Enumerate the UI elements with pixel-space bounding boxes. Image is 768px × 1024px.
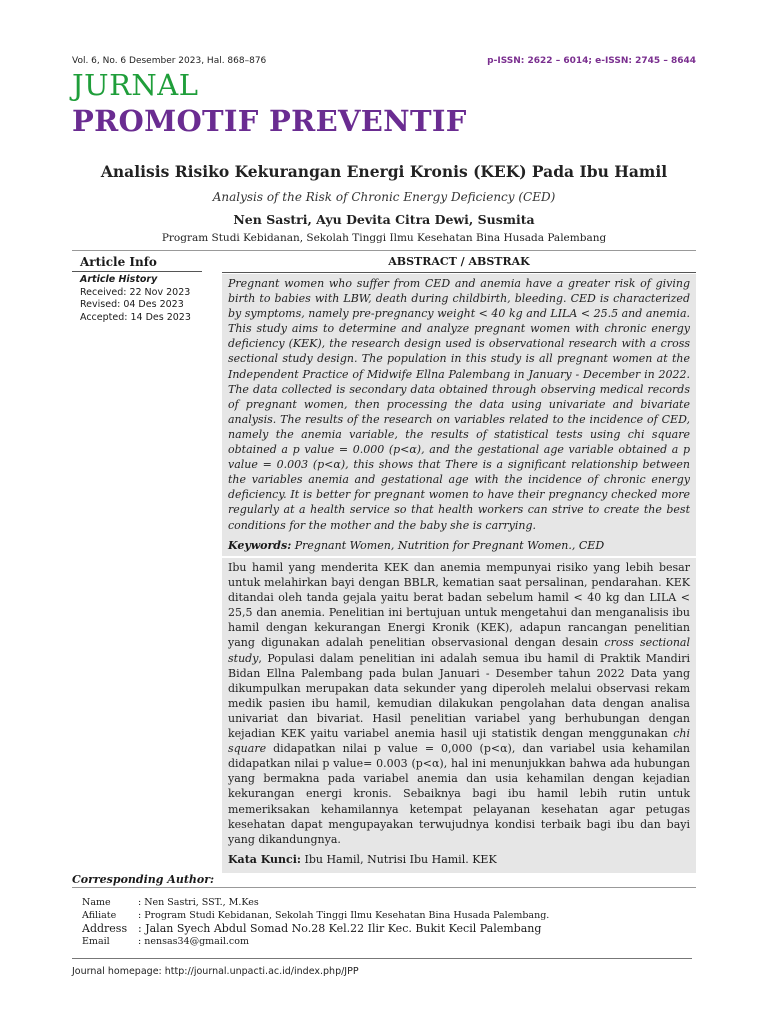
keywords-label: Keywords: [228, 538, 292, 552]
english-keywords [228, 539, 690, 552]
article-authors: Nen Sastri, Ayu Devita Citra Dewi, Susmita [233, 212, 535, 227]
indonesian-abstract-panel [222, 558, 696, 873]
abstrak-part-2: , Populasi dalam penelitian ini adalah semua ibu hamil di Praktik Mandiri Bidan Ellna Palembang pada bulan Januari - Desember tahun 2022 Data yang dikumpulkan merupakan data sekunder yang diperoleh melalui observasi rekam medik pasien ibu hamil, kemudian dilakukan pengolahan data dengan analisa univariat dan bivariat. Hasil penelitian variabel yang berhubungan dengan kejadian KEK yaitu variabel anemia hasil uji statistik dengan menggunakan [228, 651, 690, 741]
affiliation-label: Afiliate [82, 910, 117, 921]
corresponding-author-heading: Corresponding Author: [72, 873, 215, 886]
received-date: Received: 22 Nov 2023 [80, 286, 191, 298]
volume-info: Vol. 6, No. 6 Desember 2023, Hal. 868–876 [72, 56, 267, 66]
abstrak-italic-2: chi square [228, 727, 690, 756]
affiliation-row [82, 909, 549, 922]
article-subtitle: Analysis of the Risk of Chronic Energy Deficiency (CED) [212, 190, 556, 204]
english-abstract: Pregnant women who suffer from CED and anemia have a greater risk of giving birth to babies with LBW, death during childbirth, bleeding. CED is characterized by symptoms, namely pre-pregnancy weight < 40 kg and LILA < 25.5 and anemia. This study aims to determine and analyze pregnant women with chronic energy deficiency (KEK), the research design used is observational research with a cross sectional study design. The population in this study is all pregnant women at the Independent Practice of Midwife Ellna Palembang in January - December in 2022. The data collected is secondary data obtained through observing medical records of pregnant women, then processing the data using univariate and bivariate analysis. The results of the research on variables related to the incidence of CED, namely the anemia variable, the results of statistical tests using chi square obtained a p value = 0.000 (p<α), and the gestational age variable obtained a p value = 0.003 (p<α), this shows that There is a significant relationship between the variables anemia and gestational age with the incidence of chronic energy deficiency. It is better for pregnant women to have their pregnancy checked more regularly at a health service so that health workers can strive to create the best conditions for the mother and the baby she is carrying. [228, 277, 690, 532]
abstract-heading: ABSTRACT / ABSTRAK [222, 252, 696, 273]
divider [72, 887, 696, 888]
abstrak-part-1: Ibu hamil yang menderita KEK dan anemia mempunyai risiko yang lebih besar untuk melahirkan bayi dengan BBLR, kematian saat persalinan, pendarahan. KEK ditandai oleh tanda gejala yaitu berat badan sebelum hamil < 40 kg dan LILA < 25,5 dan anemia. Penelitian ini bertujuan untuk mengetahui dan menganalisis ibu hamil dengan kekurangan Energi Kronik (KEK), adapun rancangan penelitian yang digunakan adalah penelitian observasional dengan desain [228, 561, 690, 650]
indonesian-abstract [228, 560, 690, 847]
indonesian-keywords [228, 853, 690, 866]
divider [72, 250, 696, 251]
english-abstract-panel [222, 274, 696, 556]
address-value: : Jalan Syech Abdul Somad No.28 Kel.22 Ilir Kec. Bukit Kecil Palembang [138, 922, 542, 935]
name-label: Name [82, 897, 111, 908]
affiliation-value: : Program Studi Kebidanan, Sekolah Tinggi Ilmu Kesehatan Bina Husada Palembang. [138, 910, 550, 921]
journal-homepage: Journal homepage: http://journal.unpacti.ac.id/index.php/JPP [72, 966, 359, 977]
address-label: Address [82, 922, 128, 935]
keywords-text: Pregnant Women, Nutrition for Pregnant Women., CED [294, 538, 605, 552]
email-label: Email [82, 936, 110, 947]
journal-name-line2: PROMOTIF PREVENTIF [72, 104, 467, 138]
kata-kunci-label: Kata Kunci: [228, 852, 301, 866]
article-info-heading: Article Info [72, 252, 202, 272]
article-history-label: Article History [80, 274, 158, 285]
revised-date: Revised: 04 Des 2023 [80, 299, 184, 310]
author-affiliation: Program Studi Kebidanan, Sekolah Tinggi Ilmu Kesehatan Bina Husada Palembang [161, 232, 607, 244]
corresponding-author-details [82, 896, 549, 948]
email-row [82, 935, 549, 948]
abstrak-italic-1: cross sectional study [228, 636, 690, 665]
accepted-date: Accepted: 14 Des 2023 [80, 311, 191, 323]
address-row [82, 922, 549, 935]
kata-kunci-text: Ibu Hamil, Nutrisi Ibu Hamil. KEK [304, 852, 497, 866]
article-title: Analisis Risiko Kekurangan Energi Kronis (KEK) Pada Ibu Hamil [100, 162, 668, 181]
email-value: : nensas34@gmail.com [138, 936, 249, 947]
name-row [82, 896, 549, 909]
footer-divider [72, 958, 692, 959]
article-history [72, 274, 202, 324]
journal-name-line1: JURNAL [72, 68, 199, 102]
abstrak-part-3: didapatkan nilai p value = 0,000 (p<α), dan variabel usia kehamilan didapatkan nilai p value= 0.003 (p<α), hal ini menunjukkan bahwa ada hubungan yang bermakna pada variabel anemia dan usia kehamilan dengan kejadian kekurangan energi kronis. Sebaiknya bagi ibu hamil lebih rutin untuk memeriksakan kehamilannya ketempat pelayanan kesehatan agar petugas kesehatan dapat mengupayakan terwujudnya kondisi terbaik bagi ibu dan bayi yang dikandungnya. [228, 742, 690, 846]
issn-info: p-ISSN: 2622 – 6014; e-ISSN: 2745 – 8644 [487, 56, 696, 66]
name-value: : Nen Sastri, SST., M.Kes [138, 897, 259, 908]
